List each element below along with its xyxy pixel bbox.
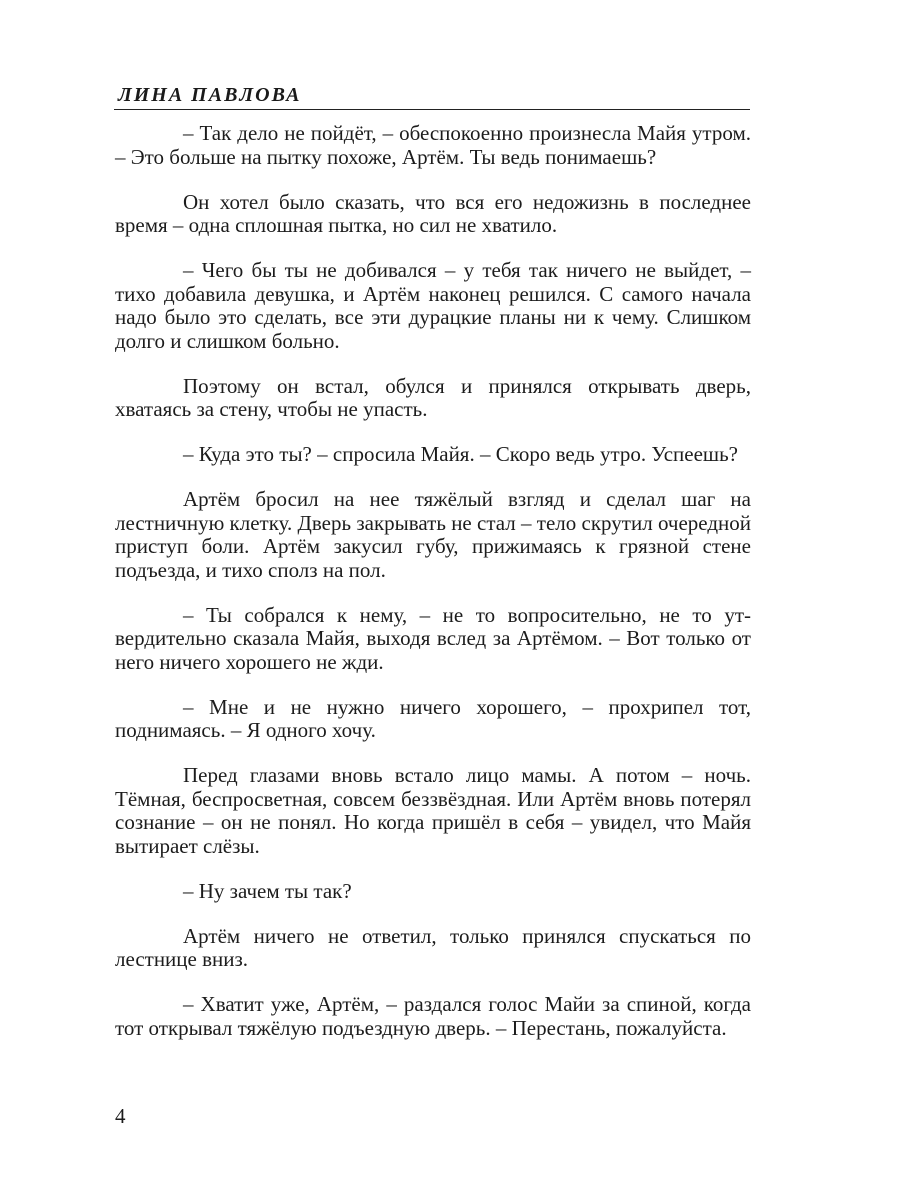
paragraph: Артём ничего не ответил, только принялся спускаться по лестнице вниз. (115, 923, 751, 971)
body-text (115, 122, 751, 1062)
paragraph: Он хотел было сказать, что вся его недожизнь в последнее время – одна сплошная пытка, но сил не хватило. (115, 189, 751, 237)
paragraph: – Куда это ты? – спросила Майя. – Скоро ведь утро. Успеешь? (183, 442, 739, 466)
header-rule (114, 109, 750, 110)
paragraph: Артём бросил на нее тяжёлый взгляд и сделал шаг на лестничную клетку. Дверь закрывать не стал – тело скрутил очередной приступ боли. Артём закусил губу, прижимаясь к грязной стене подъезда, и тихо сполз на пол. (115, 487, 751, 582)
paragraph: Поэтому он встал, обулся и принялся открывать дверь, хватаясь за стену, чтобы не упасть. (115, 373, 751, 421)
page-number: 4 (115, 1104, 126, 1128)
paragraph: – Чего бы ты не добивался – у тебя так ничего не выйдет, – тихо добавила девушка, и Артём наконец решился. С самого начала надо было это сделать, все эти дурацкие планы ни к чему. Слишком долго и слишком больно. (115, 258, 751, 353)
paragraph: – Мне и не нужно ничего хорошего, – прохрипел тот, поднимаясь. – Я одного хочу. (115, 694, 751, 742)
paragraph: Перед глазами вновь встало лицо мамы. А потом – ночь. Тёмная, беспросветная, совсем беззвёздная. Или Артём вновь потерял сознание – он не понял. Но когда пришёл в себя – увидел, что Майя вытирает слёзы. (115, 763, 751, 858)
paragraph: – Ну зачем ты так? (183, 878, 352, 903)
paragraph: – Хватит уже, Артём, – раздался голос Майи за спиной, когда тот открывал тяжёлую подъездную дверь. – Перестань, пожалуйста. (115, 992, 751, 1040)
paragraph: – Так дело не пойдёт, – обеспокоенно произнесла Майя утром. – Это больше на пытку похоже, Артём. Ты ведь понимаешь? (115, 121, 751, 169)
running-header-author: ЛИНА ПАВЛОВА (118, 84, 302, 106)
paragraph: – Ты собрался к нему, – не то вопросительно, не то утвердительно сказала Майя, выходя вслед за Артёмом. – Вот только от него ничего хорошего не жди. (115, 602, 751, 674)
